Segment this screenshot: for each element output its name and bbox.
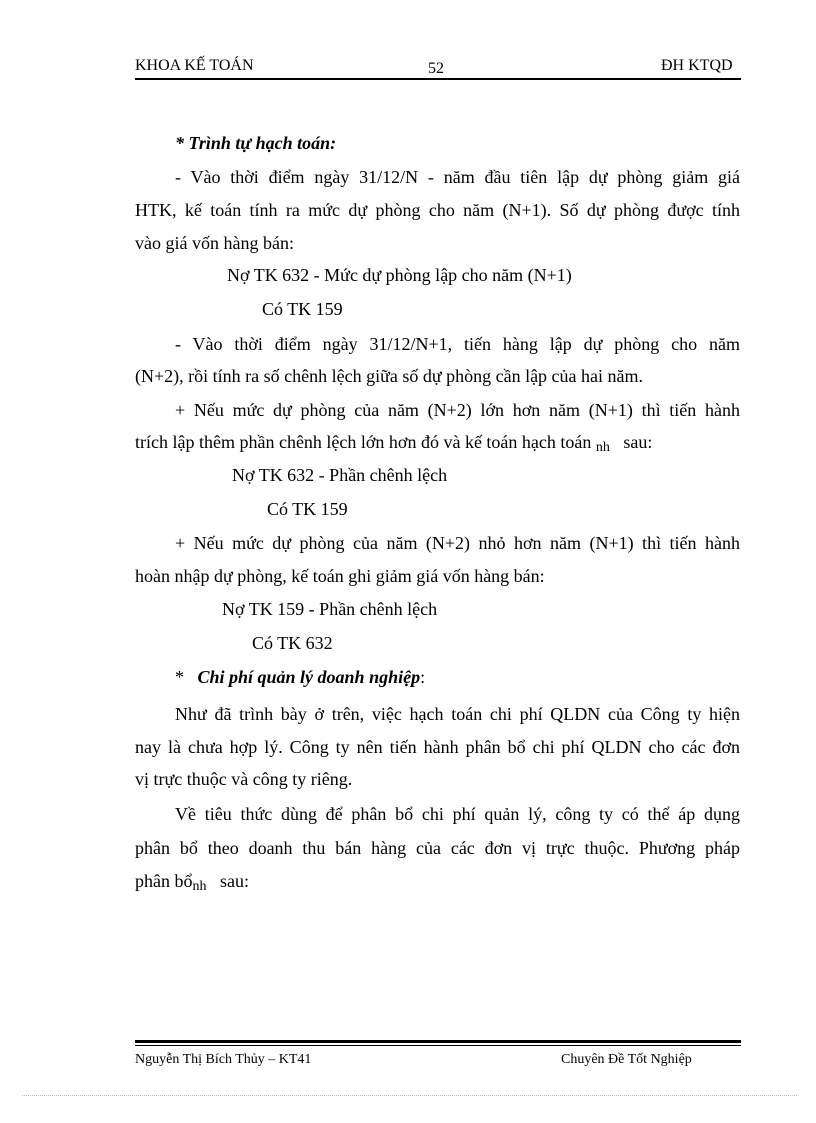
heading-chi-phi-title: Chi phí quản lý doanh nghiệp <box>197 667 421 687</box>
footer-rule-thin <box>135 1045 741 1046</box>
p1-line3: vào giá vốn hàng bán: <box>135 233 294 253</box>
p6-line3-end: sau: <box>220 871 249 891</box>
footer-author: Nguyễn Thị Bích Thủy – KT41 <box>135 1052 312 1067</box>
p4-line1: + Nếu mức dự phòng của năm (N+2) nhỏ hơn năm (N+1) thì tiến hành <box>175 533 740 553</box>
page-bottom-dotted-line <box>22 1095 797 1096</box>
entry2-credit: Có TK 159 <box>267 499 348 519</box>
p1-line2: HTK, kế toán tính ra mức dự phòng cho năm (N+1). Số dự phòng được tính <box>135 200 740 220</box>
entry1-debit: Nợ TK 632 - Mức dự phòng lập cho năm (N+1) <box>227 265 572 285</box>
header-left: KHOA KẾ TOÁN <box>135 57 254 74</box>
heading-trinh-tu: * Trình tự hạch toán: <box>175 133 337 153</box>
header-rule <box>135 78 741 80</box>
p6-line3 <box>135 871 249 892</box>
entry3-debit: Nợ TK 159 - Phần chênh lệch <box>222 599 438 619</box>
p2-line1: - Vào thời điểm ngày 31/12/N+1, tiến hàng lập dự phòng cho năm <box>175 334 740 354</box>
p4-line2: hoàn nhập dự phòng, kế toán ghi giảm giá vốn hàng bán: <box>135 566 545 586</box>
p3-line2 <box>135 432 652 453</box>
p5-line3: vị trực thuộc và công ty riêng. <box>135 769 353 789</box>
heading-chi-phi <box>175 667 425 688</box>
footer-rule-thick <box>135 1040 741 1043</box>
entry3-credit: Có TK 632 <box>252 633 333 653</box>
p3-line1: + Nếu mức dự phòng của năm (N+2) lớn hơn năm (N+1) thì tiến hành <box>175 400 740 420</box>
p2-line2: (N+2), rồi tính ra số chênh lệch giữa số dự phòng cần lập của hai năm. <box>135 366 644 386</box>
p3-line2-nh: nh <box>595 440 610 455</box>
p6-line1: Về tiêu thức dùng để phân bổ chi phí quản lý, công ty có thể áp dụng <box>175 804 740 824</box>
page-number: 52 <box>428 60 444 77</box>
p5-line2: nay là chưa hợp lý. Công ty nên tiến hành phân bổ chi phí QLDN cho các đơn <box>135 737 740 757</box>
p6-line3-nh: nh <box>192 879 207 894</box>
p3-line2-text: trích lập thêm phần chênh lệch lớn hơn đó và kế toán hạch toán <box>135 432 592 452</box>
p3-line2-end: sau: <box>623 432 653 452</box>
entry2-debit: Nợ TK 632 - Phần chênh lệch <box>232 465 448 485</box>
header-right: ĐH KTQD <box>661 57 733 74</box>
heading-chi-phi-colon: : <box>420 667 426 687</box>
heading-chi-phi-star: * <box>175 667 184 687</box>
p6-line3-text: phân bổ <box>135 871 193 891</box>
entry1-credit: Có TK 159 <box>262 299 343 319</box>
p6-line2: phân bổ theo doanh thu bán hàng của các đơn vị trực thuộc. Phương pháp <box>135 838 740 858</box>
p1-line1: - Vào thời điểm ngày 31/12/N - năm đầu tiên lập dự phòng giảm giá <box>175 167 740 187</box>
footer-title: Chuyên Đề Tốt Nghiệp <box>561 1052 692 1067</box>
p5-line1: Như đã trình bày ở trên, việc hạch toán chi phí QLDN của Công ty hiện <box>175 704 740 724</box>
